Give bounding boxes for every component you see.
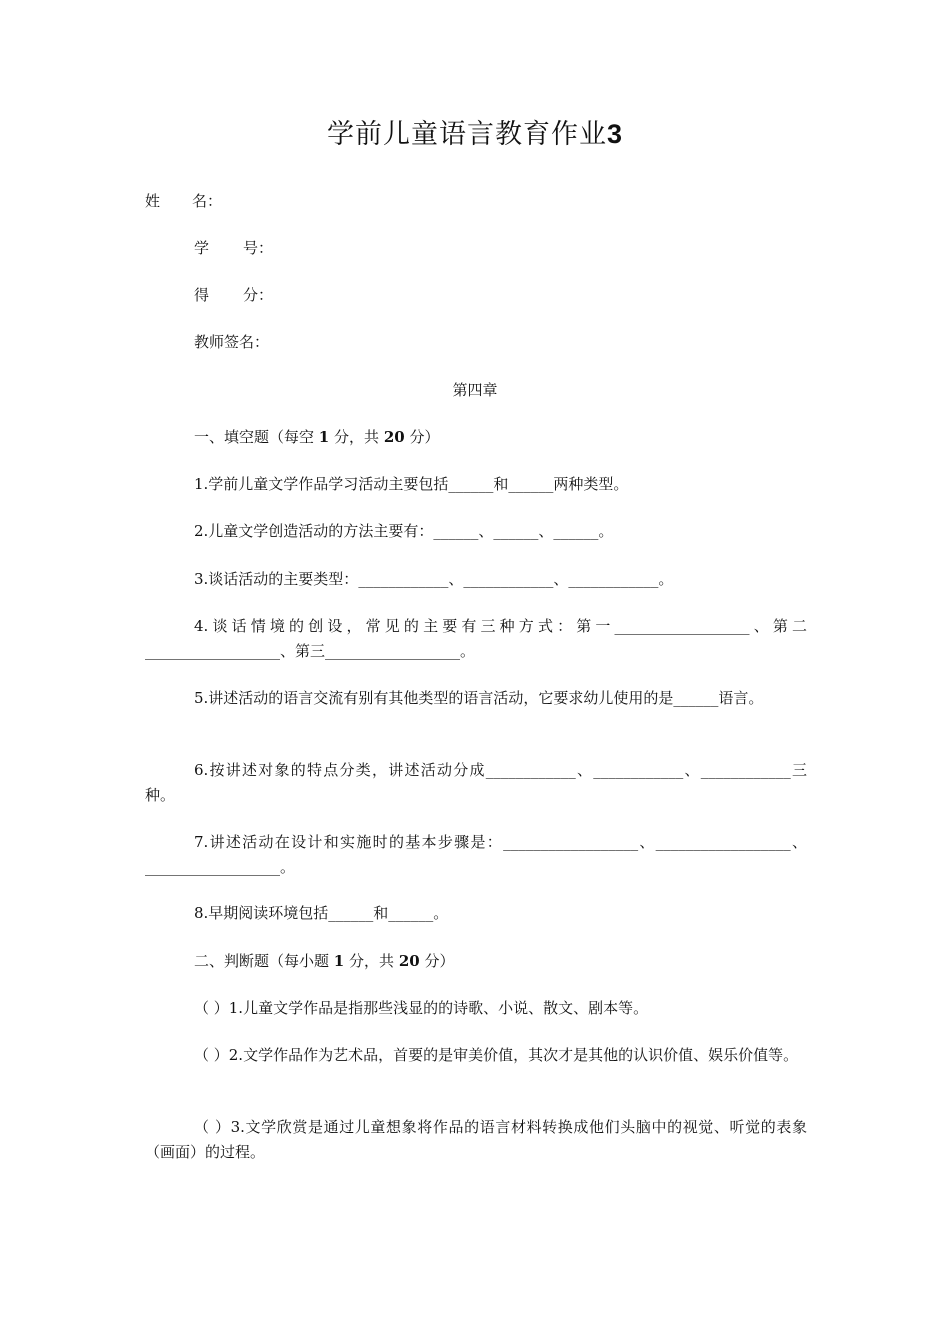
judgment-2: （ ）2.文学作品作为艺术品，首要的是审美价值，其次才是其他的认识价值、娱乐价值等。 xyxy=(194,1046,799,1064)
field-student-id: 学 号： xyxy=(194,239,274,257)
question-6: 6.按讲述对象的特点分类，讲述活动分成____________、____________、____________三种。 xyxy=(145,761,807,804)
judgment-1: （ ）1.儿童文学作品是指那些浅显的的诗歌、小说、散文、剧本等。 xyxy=(194,999,649,1017)
chapter-heading: 第四章 xyxy=(452,381,498,399)
field-score: 得 分： xyxy=(194,286,274,304)
section-1-heading: 一、填空题（每空 1 分，共 20 分） xyxy=(194,428,440,446)
field-teacher-signature: 教师签名： xyxy=(194,333,270,351)
question-5: 5.讲述活动的语言交流有别有其他类型的语言活动，它要求幼儿使用的是______语言。 xyxy=(194,689,764,707)
page-title xyxy=(0,112,950,151)
question-2: 2.儿童文学创造活动的方法主要有：______、______、______。 xyxy=(194,522,614,540)
field-name: 姓 名： xyxy=(145,192,223,210)
title-text: 学前儿童语言教育作业 xyxy=(326,119,607,150)
title-number: 3 xyxy=(606,119,624,149)
question-1: 1.学前儿童文学作品学习活动主要包括______和______两种类型。 xyxy=(194,475,629,493)
question-3: 3.谈话活动的主要类型：____________、____________、____________。 xyxy=(194,570,674,588)
question-8: 8.早期阅读环境包括______和______。 xyxy=(194,904,449,922)
judgment-3: （ ）3.文学欣赏是通过儿童想象将作品的语言材料转换成他们头脑中的视觉、听觉的表象（画面）的过程。 xyxy=(145,1118,807,1161)
question-4: 4.谈话情境的创设，常见的主要有三种方式：第一__________________、第二__________________、第三__________________。 xyxy=(145,617,807,660)
section-2-heading: 二、判断题（每小题 1 分，共 20 分） xyxy=(194,952,455,970)
question-7: 7.讲述活动在设计和实施时的基本步骤是：__________________、__________________、__________________。 xyxy=(145,833,807,876)
